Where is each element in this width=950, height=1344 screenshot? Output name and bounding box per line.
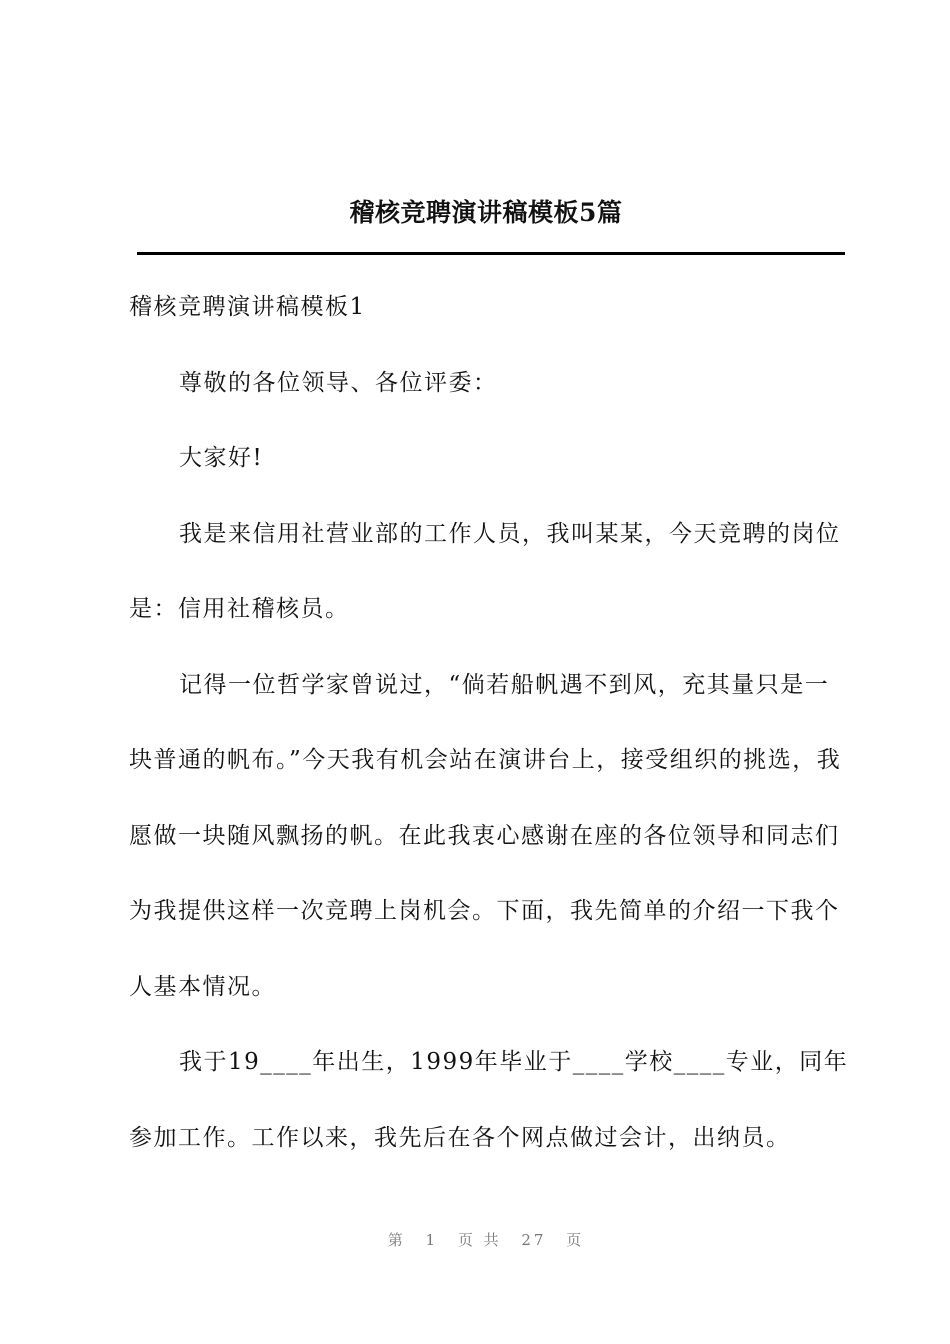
footer-label-of: 页 共 — [457, 1231, 502, 1249]
paragraph: 我是来信用社营业部的工作人员，我叫某某，今天竞聘的岗位是：信用社稽核员。 — [129, 520, 841, 622]
page-footer — [0, 1230, 950, 1250]
greeting: 大家好! — [179, 445, 264, 471]
paragraph: 我于19____年出生，1999年毕业于____学校____专业，同年参加工作。工作以来，我先后在各个网点做过会计，出纳员。 — [129, 1049, 849, 1151]
footer-label-pages: 页 — [566, 1231, 585, 1249]
footer-total-pages: 27 — [521, 1231, 547, 1249]
title-divider — [137, 252, 845, 255]
footer-current-page: 1 — [425, 1231, 439, 1249]
salutation: 尊敬的各位领导、各位评委： — [179, 369, 498, 396]
footer-label-page: 第 — [387, 1231, 406, 1249]
document-title: 稽核竞聘演讲稿模板5篇 — [349, 198, 623, 227]
document-body — [129, 270, 849, 1176]
paragraph: 记得一位哲学家曾说过，“倘若船帆遇不到风，充其量只是一块普通的帆布。”今天我有机会站在演讲台上，接受组织的挑选，我愿做一块随风飘扬的帆。在此我衷心感谢在座的各位领导和同志们为我提供这样一次竞聘上岗机会。下面，我先简单的介绍一下我个人基本情况。 — [129, 671, 842, 1000]
section-heading: 稽核竞聘演讲稿模板1 — [129, 294, 366, 320]
